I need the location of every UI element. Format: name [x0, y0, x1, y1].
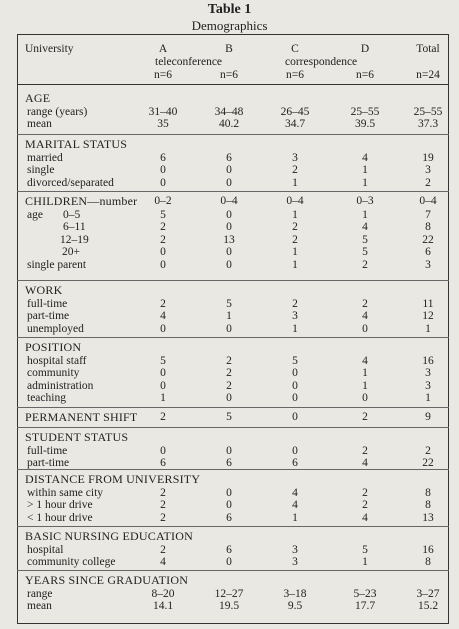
row-value: 2: [362, 486, 368, 499]
row-value: 2: [160, 486, 166, 499]
section-title: PERMANENT SHIFT: [25, 410, 138, 424]
row-value: 4: [160, 556, 166, 569]
header-col-b: B: [225, 43, 233, 55]
row-value: 0: [226, 246, 232, 259]
header-group-correspondence: correspondence: [285, 56, 358, 68]
section-title-value: 0–2: [154, 195, 172, 207]
row-label: community: [27, 367, 80, 380]
section-title: STUDENT STATUS: [25, 430, 129, 444]
row-label: community college: [27, 556, 116, 569]
row-value: 15.2: [417, 600, 439, 613]
section-rule: [17, 427, 449, 428]
row-value: 2: [292, 233, 298, 246]
row-value: 0: [226, 176, 232, 189]
section-title-value: 0: [292, 411, 298, 423]
row-value: 1: [292, 259, 298, 271]
section-title: BASIC NURSING EDUCATION: [25, 529, 193, 543]
row-value: 2: [362, 444, 368, 457]
row-value: 22: [422, 457, 434, 470]
row-value: 2: [226, 379, 232, 392]
row-value: 0: [292, 379, 298, 392]
row-value: 6: [160, 457, 166, 470]
row-label: mean: [27, 118, 52, 131]
row-value: 12–27: [214, 587, 244, 600]
row-value: 16: [422, 543, 434, 556]
row-value: 1: [362, 164, 368, 177]
row-value: 6: [292, 457, 298, 470]
row-label: single: [27, 164, 55, 177]
row-value: 0: [226, 322, 232, 335]
section-rule: [17, 469, 449, 470]
row-value: 1: [362, 556, 368, 569]
row-value: 2: [160, 297, 166, 310]
row-label: teaching: [27, 392, 66, 405]
row-value: 0: [160, 246, 166, 259]
section-title: MARITAL STATUS: [25, 137, 128, 151]
section-rule: [17, 526, 449, 527]
header-group-teleconference: teleconference: [155, 56, 223, 68]
row-label: within same city: [27, 486, 104, 499]
row-value: 0: [292, 444, 298, 457]
row-value: 3–27: [416, 587, 440, 600]
section-title-value: 0–4: [220, 195, 238, 207]
row-value: 2: [292, 221, 298, 234]
section-title-value: 5: [226, 411, 232, 423]
row-label: divorced/separated: [27, 176, 114, 189]
row-value: 1: [362, 379, 368, 392]
row-value: 35: [157, 118, 169, 131]
row-value: 17.7: [354, 600, 376, 613]
row-value: 4: [362, 310, 368, 323]
row-value: 2: [362, 259, 368, 271]
row-value: 1: [292, 511, 298, 524]
row-value: 19.5: [218, 600, 240, 613]
row-value: 5: [160, 208, 166, 221]
row-value: 1: [362, 208, 368, 221]
row-value: 2: [425, 444, 431, 457]
row-value: 5: [292, 354, 298, 367]
table-caption: Demographics: [191, 18, 268, 33]
section-title-value: 2: [160, 411, 166, 423]
header-university: University: [25, 43, 74, 55]
row-value: 2: [362, 499, 368, 512]
row-value: 4: [362, 354, 368, 367]
row-value: 3: [292, 556, 298, 569]
row-value: 0: [160, 444, 166, 457]
section-title: CHILDREN—number: [25, 194, 138, 208]
row-value: 5: [362, 246, 368, 259]
row-value: 1: [425, 392, 431, 405]
row-value: 25–55: [350, 105, 380, 118]
row-label: administration: [27, 379, 94, 392]
row-sublabel: 6–11: [63, 221, 86, 234]
row-value: 0: [292, 367, 298, 380]
row-value: 0: [160, 176, 166, 189]
row-value: 2: [160, 233, 166, 246]
row-value: 4: [292, 486, 298, 499]
row-value: 22: [422, 233, 434, 246]
header-n-d: n=6: [356, 69, 374, 81]
row-label: range: [27, 587, 53, 600]
header-n-a: n=6: [154, 69, 172, 81]
row-label: hospital: [27, 543, 64, 556]
row-label: married: [27, 151, 63, 164]
row-value: 0: [160, 367, 166, 380]
row-value: 3: [425, 164, 431, 177]
row-label: unemployed: [27, 322, 84, 335]
header-col-a: A: [158, 43, 168, 55]
section-title: DISTANCE FROM UNIVERSITY: [25, 472, 201, 486]
row-value: 4: [362, 221, 368, 234]
row-value: 8: [425, 221, 431, 234]
row-value: 31–40: [148, 105, 178, 118]
row-value: 11: [422, 297, 434, 310]
section-rule: [17, 570, 449, 571]
section-title-value: 0–3: [356, 195, 374, 207]
row-value: 3: [425, 379, 431, 392]
row-value: 2: [160, 499, 166, 512]
row-value: 5: [226, 297, 232, 310]
row-value: 34–48: [214, 105, 244, 118]
row-value: 1: [226, 310, 232, 323]
row-value: 0: [160, 259, 166, 271]
row-value: 0: [362, 322, 368, 335]
row-label: part-time: [27, 310, 70, 323]
row-value: 0: [226, 392, 232, 405]
section-rule: [17, 280, 449, 281]
row-value: 2: [226, 367, 232, 380]
row-label: mean: [27, 600, 52, 613]
row-label: range (years): [27, 105, 88, 118]
row-value: 25–55: [413, 105, 443, 118]
row-value: 2: [362, 297, 368, 310]
row-value: 4: [362, 151, 368, 164]
row-value: 6: [160, 151, 166, 164]
row-sublabel: 0–5: [63, 208, 81, 221]
row-value: 2: [160, 221, 166, 234]
row-value: 5: [362, 543, 368, 556]
row-value: 7: [425, 208, 431, 221]
row-value: 6: [425, 246, 431, 259]
row-label: < 1 hour drive: [27, 511, 93, 524]
row-value: 6: [226, 151, 232, 164]
row-value: 13: [223, 233, 235, 246]
header-col-c: C: [291, 43, 299, 55]
row-value: 37.3: [417, 118, 439, 131]
row-value: 3: [292, 543, 298, 556]
row-label: part-time: [27, 457, 70, 470]
row-value: 1: [292, 208, 298, 221]
table-title-block: [0, 2, 459, 33]
row-value: 4: [160, 310, 166, 323]
row-label: single parent: [27, 259, 87, 271]
row-value: 13: [422, 511, 434, 524]
row-label: age: [27, 208, 43, 221]
row-value: 4: [362, 457, 368, 470]
row-value: 0: [226, 208, 232, 221]
header-n-total: n=24: [416, 69, 440, 81]
row-value: 2: [160, 511, 166, 524]
row-value: 3: [425, 259, 431, 271]
section-title: AGE: [25, 91, 51, 105]
section-title: POSITION: [25, 340, 82, 354]
section-rule: [17, 191, 449, 192]
row-value: 6: [226, 457, 232, 470]
row-value: 0: [160, 322, 166, 335]
row-value: 0: [226, 221, 232, 234]
row-value: 0: [226, 164, 232, 177]
header-rule: [17, 84, 449, 85]
row-sublabel: 12–19: [60, 233, 89, 246]
row-value: 0: [226, 486, 232, 499]
header-n-c: n=6: [286, 69, 304, 81]
row-value: 0: [160, 379, 166, 392]
row-value: 1: [292, 322, 298, 335]
row-value: 5: [362, 233, 368, 246]
row-value: 12: [422, 310, 434, 323]
row-value: 1: [292, 176, 298, 189]
row-value: 1: [362, 367, 368, 380]
row-label: full-time: [27, 297, 68, 310]
row-value: 5–23: [353, 587, 377, 600]
row-value: 3: [292, 310, 298, 323]
row-value: 14.1: [152, 600, 174, 613]
row-value: 0: [226, 259, 232, 271]
section-title-value: 0–4: [419, 195, 437, 207]
row-value: 6: [226, 511, 232, 524]
row-label: > 1 hour drive: [27, 499, 93, 512]
row-label: hospital staff: [27, 354, 87, 367]
row-value: 8–20: [151, 587, 175, 600]
row-value: 8: [425, 499, 431, 512]
row-value: 0: [160, 164, 166, 177]
row-value: 2: [292, 164, 298, 177]
row-value: 0: [226, 444, 232, 457]
row-value: 0: [226, 556, 232, 569]
row-value: 1: [362, 176, 368, 189]
row-value: 4: [292, 499, 298, 512]
row-sublabel: 20+: [62, 246, 80, 259]
row-value: 0: [292, 392, 298, 405]
row-value: 2: [425, 176, 431, 189]
row-value: 19: [422, 151, 434, 164]
section-title: WORK: [25, 283, 63, 297]
section-title-value: 9: [425, 411, 431, 423]
row-value: 3: [292, 151, 298, 164]
row-value: 2: [292, 297, 298, 310]
section-title-value: 0–4: [286, 195, 304, 207]
row-value: 26–45: [280, 105, 310, 118]
row-value: 9.5: [287, 600, 303, 613]
section-title-value: 2: [362, 411, 368, 423]
row-value: 5: [160, 354, 166, 367]
row-value: 0: [362, 392, 368, 405]
row-value: 3: [425, 367, 431, 380]
row-value: 2: [226, 354, 232, 367]
table-number: Table 1: [207, 2, 252, 17]
section-rule: [17, 337, 449, 338]
row-value: 1: [425, 322, 431, 335]
header-col-d: D: [360, 43, 370, 55]
row-value: 39.5: [354, 118, 376, 131]
header-n-b: n=6: [220, 69, 238, 81]
section-rule: [17, 407, 449, 408]
row-value: 34.7: [284, 118, 306, 131]
row-value: 16: [422, 354, 434, 367]
row-value: 2: [160, 543, 166, 556]
row-label: full-time: [27, 444, 68, 457]
row-value: 1: [160, 392, 166, 405]
row-value: 1: [292, 246, 298, 259]
row-value: 0: [226, 499, 232, 512]
row-value: 4: [362, 511, 368, 524]
row-value: 6: [226, 543, 232, 556]
header-col-total: Total: [416, 43, 440, 55]
section-rule: [17, 134, 449, 135]
row-value: 40.2: [218, 118, 240, 131]
section-title: YEARS SINCE GRADUATION: [25, 573, 189, 587]
row-value: 3–18: [283, 587, 307, 600]
row-value: 8: [425, 556, 431, 569]
row-value: 8: [425, 486, 431, 499]
